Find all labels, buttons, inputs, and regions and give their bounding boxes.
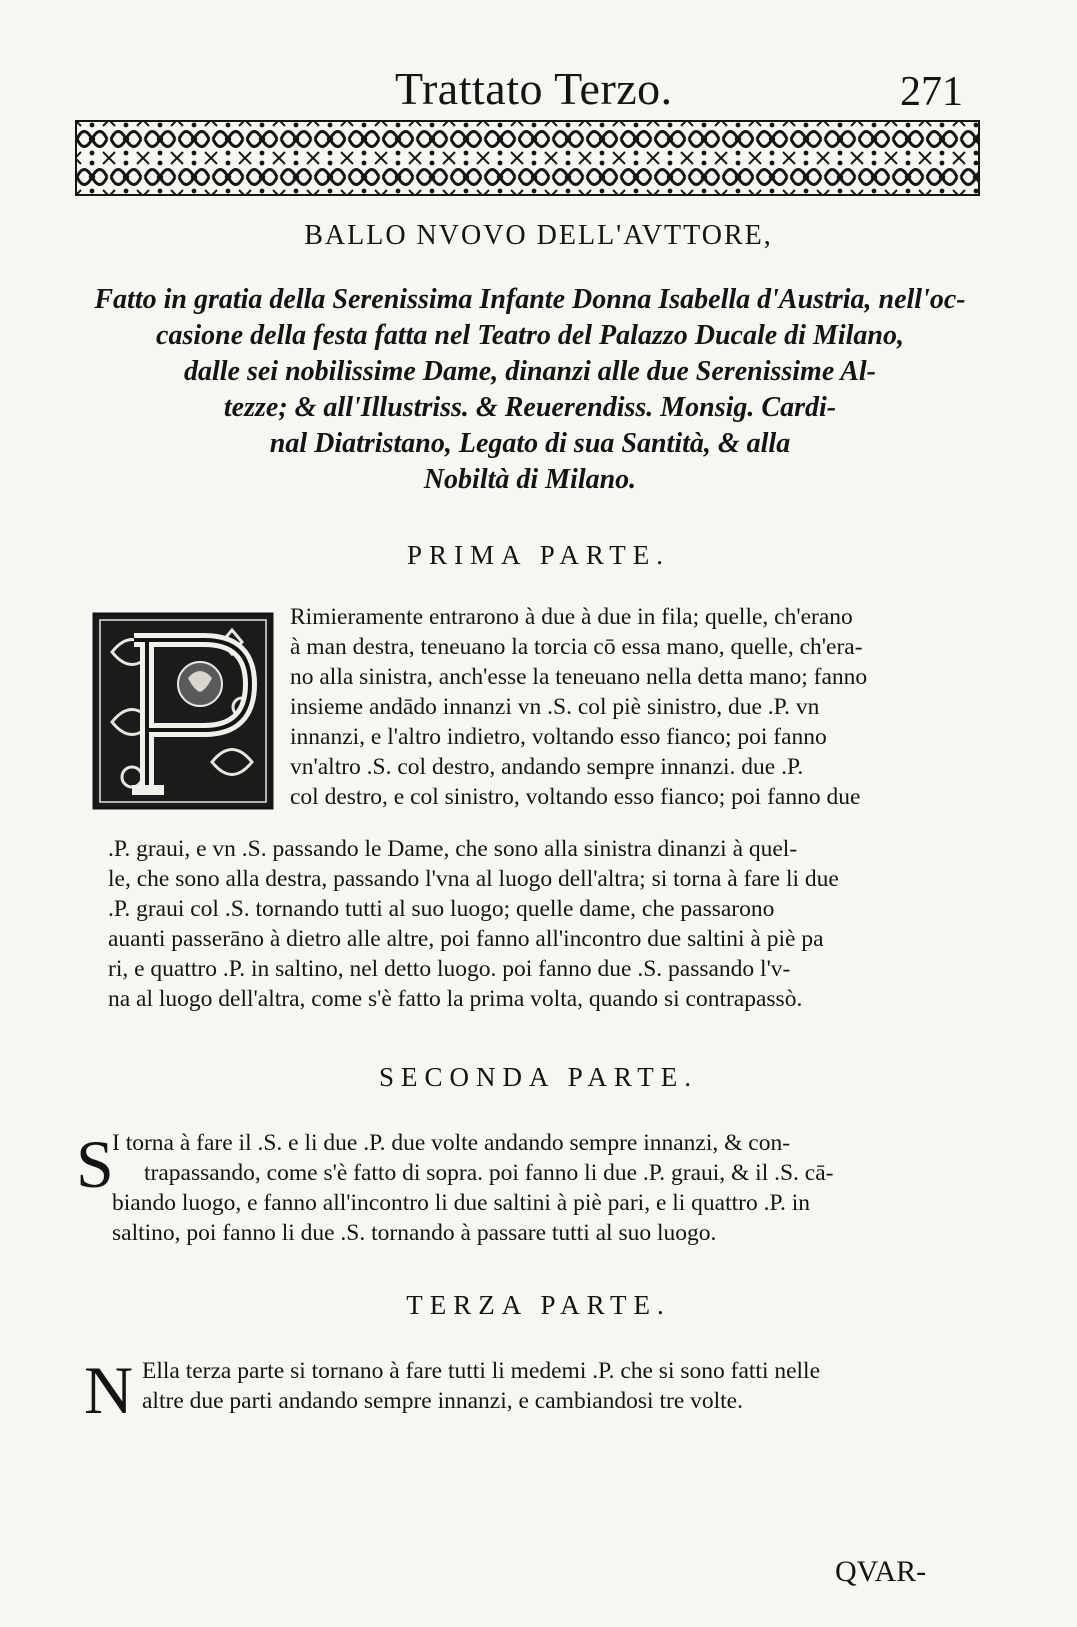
paragraph-terza bbox=[142, 1356, 820, 1416]
text-line: altre due parti andando sempre innanzi, e cambiandosi tre volte. bbox=[142, 1388, 743, 1414]
ornament-band bbox=[75, 120, 980, 196]
dedication-line: casione della festa fatta nel Teatro del Palazzo Ducale di Milano, bbox=[156, 320, 904, 351]
text-line: biando luogo, e fanno all'incontro li due saltini à piè pari, e li quattro .P. in bbox=[112, 1190, 810, 1216]
page-number: 271 bbox=[900, 69, 963, 115]
initial-letter-n: N bbox=[84, 1352, 134, 1428]
section-heading-prima: PRIMA PARTE. bbox=[407, 540, 670, 570]
text-line: Rimieramente entrarono à due à due in fila; quelle, ch'erano bbox=[290, 604, 853, 630]
text-line: insieme andādo innanzi vn .S. col piè sinistro, due .P. vn bbox=[290, 694, 820, 720]
text-line: col destro, e col sinistro, voltando esso fianco; poi fanno due bbox=[290, 784, 861, 810]
dedication-line: Nobiltà di Milano. bbox=[423, 464, 637, 495]
text-line: innanzi, e l'altro indietro, voltando esso fianco; poi fanno bbox=[290, 724, 827, 750]
catchword: QVAR- bbox=[835, 1555, 927, 1588]
section-heading-terza: TERZA PARTE. bbox=[406, 1290, 671, 1320]
dedication-line: nal Diatristano, Legato di sua Santità, & alla bbox=[269, 428, 791, 459]
paragraph-prima-full bbox=[108, 834, 839, 1014]
text-line: Ella terza parte si tornano à fare tutti li medemi .P. che si sono fatti nelle bbox=[142, 1358, 821, 1384]
text-line: le, che sono alla destra, passando l'vna al luogo dell'altra; si torna à fare li due bbox=[108, 866, 839, 892]
text-line: vn'altro .S. col destro, andando sempre innanzi. due .P. bbox=[290, 754, 804, 780]
dedication bbox=[80, 282, 980, 498]
section-heading-seconda: SECONDA PARTE. bbox=[379, 1062, 698, 1092]
paragraph-seconda bbox=[112, 1128, 834, 1248]
text-line: .P. graui col .S. tornando tutti al suo luogo; quelle dame, che passarono bbox=[108, 896, 775, 922]
dance-title: BALLO NVOVO DELL'AVTTORE, bbox=[304, 220, 773, 251]
text-line: auanti passerāno à dietro alle altre, poi fanno all'incontro due saltini à piè pa bbox=[108, 926, 824, 952]
dedication-line: tezze; & all'Illustriss. & Reuerendiss. Monsig. Cardi- bbox=[223, 392, 837, 423]
text-line: .P. graui, e vn .S. passando le Dame, che sono alla sinistra dinanzi à quel- bbox=[108, 836, 798, 862]
text-line: ri, e quattro .P. in saltino, nel detto luogo. poi fanno due .S. passando l'v- bbox=[108, 956, 791, 982]
running-title: Trattato Terzo. bbox=[395, 63, 673, 114]
decorated-initial bbox=[92, 612, 274, 810]
text-line: I torna à fare il .S. e li due .P. due volte andando sempre innanzi, & con- bbox=[112, 1130, 791, 1156]
text-line: à man destra, teneuano la torcia cō essa mano, quelle, ch'era- bbox=[290, 634, 863, 660]
initial-letter-s: S bbox=[76, 1126, 114, 1202]
text-line: trapassando, come s'è fatto di sopra. poi fanno li due .P. graui, & il .S. cā- bbox=[144, 1160, 834, 1186]
text-line: no alla sinistra, anch'esse la teneuano nella detta mano; fanno bbox=[290, 664, 868, 690]
paragraph-prima-indented bbox=[290, 602, 867, 812]
dedication-line: dalle sei nobilissime Dame, dinanzi alle due Serenissime Al- bbox=[184, 356, 876, 387]
text-line: na al luogo dell'altra, come s'è fatto la prima volta, quando si contrapassò. bbox=[108, 986, 803, 1012]
text-line: saltino, poi fanno li due .S. tornando à passare tutti al suo luogo. bbox=[112, 1220, 717, 1246]
dedication-line: Fatto in gratia della Serenissima Infante Donna Isabella d'Austria, nell'oc- bbox=[94, 284, 966, 315]
